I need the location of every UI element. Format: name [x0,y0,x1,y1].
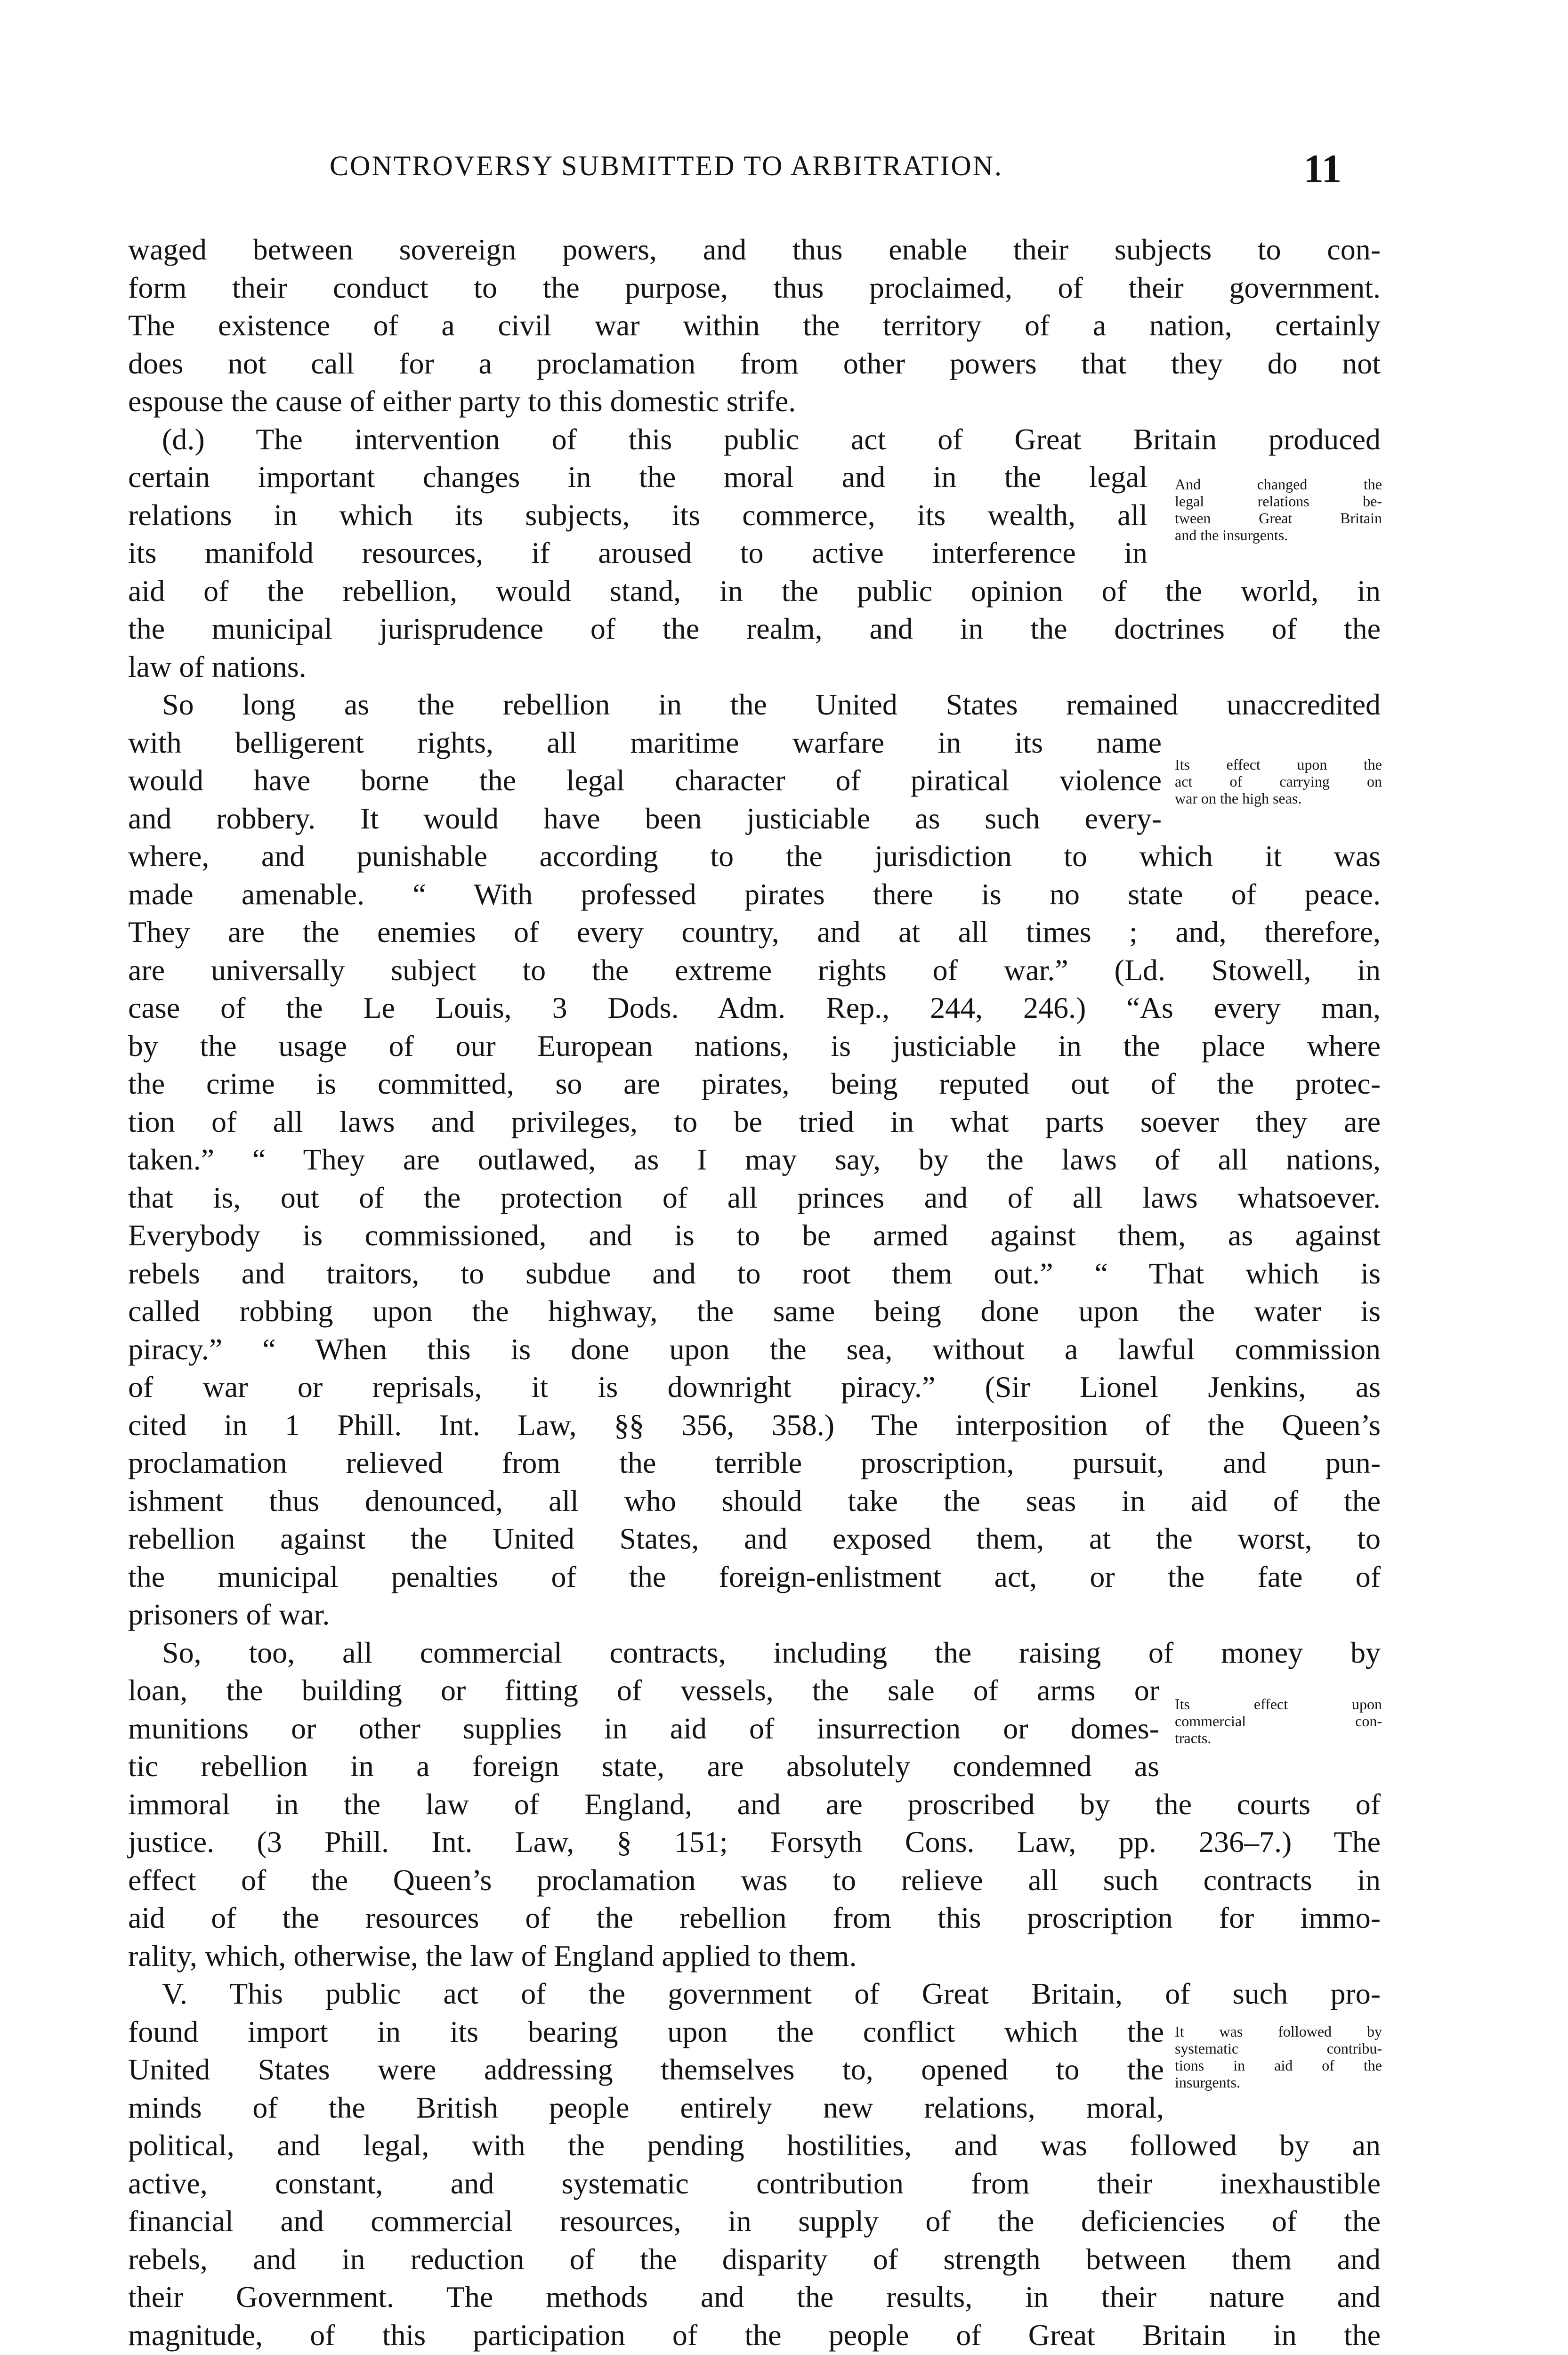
sidenote-line: tions in aid of the [1175,2057,1382,2074]
text-line: loan, the building or fitting of vessels, the sale of arms or [128,1673,1159,1707]
text-line: minds of the British people entirely new relations, moral, [128,2090,1164,2124]
text-line: rebels and traitors, to subdue and to root them out.” “ That which is [128,1256,1381,1290]
text-line: of war or reprisals, it is downright piracy.” (Sir Lionel Jenkins, as [128,1370,1381,1404]
sidenote-line: insurgents. [1175,2074,1240,2091]
sidenote-line: legal relations be- [1175,493,1382,510]
text-line: certain important changes in the moral and in the legal [128,460,1148,494]
text-line: (d.) The intervention of this public act of Great Britain produced [162,422,1381,456]
text-line: found import in its bearing upon the conflict which the [128,2014,1164,2048]
text-line: and robbery. It would have been justiciable as such every- [128,801,1162,835]
text-line: V. This public act of the government of Great Britain, of such pro- [162,1977,1381,2010]
text-line: are universally subject to the extreme rights of war.” (Ld. Stowell, in [128,953,1381,987]
text-line: magnitude, of this participation of the people of Great Britain in the [128,2318,1381,2352]
text-line: immoral in the law of England, and are proscribed by the courts of [128,1787,1381,1821]
text-line: relations in which its subjects, its commerce, its wealth, all [128,498,1148,532]
text-line: proclamation relieved from the terrible proscription, pursuit, and pun- [128,1446,1381,1479]
text-line: by the usage of our European nations, is justiciable in the place where [128,1029,1381,1063]
text-line: munitions or other supplies in aid of insurrection or domes- [128,1711,1159,1745]
text-line: justice. (3 Phill. Int. Law, § 151; Forsyth Cons. Law, pp. 236–7.) The [128,1825,1381,1859]
sidenote-line: systematic contribu- [1175,2040,1382,2057]
text-line: So long as the rebellion in the United States remained unaccredited [162,688,1381,721]
text-line: where, and punishable according to the jurisdiction to which it was [128,839,1381,873]
text-line: rality, which, otherwise, the law of England applied to them. [128,1939,857,1973]
text-line: rebels, and in reduction of the disparity of strength between them and [128,2242,1381,2276]
text-line: They are the enemies of every country, and at all times ; and, therefore, [128,915,1381,949]
sidenote-line: And changed the [1175,476,1382,493]
text-line: rebellion against the United States, and exposed them, at the worst, to [128,1522,1381,1555]
sidenote-commercial-contracts [1175,1696,1382,1746]
text-line: Everybody is commissioned, and is to be armed against them, as against [128,1218,1381,1252]
text-line: cited in 1 Phill. Int. Law, §§ 356, 358.) The interposition of the Queen’s [128,1408,1381,1442]
text-line: aid of the rebellion, would stand, in the public opinion of the world, in [128,574,1381,608]
text-line: The existence of a civil war within the territory of a nation, certainly [128,309,1381,342]
text-line: the crime is committed, so are pirates, being reputed out of the protec- [128,1067,1381,1100]
page-number: 11 [1303,146,1342,191]
text-line: United States were addressing themselves to, opened to the [128,2053,1164,2086]
text-line: active, constant, and systematic contribution from their inexhaustible [128,2166,1381,2200]
sidenote-line: Its effect upon [1175,1696,1382,1713]
sidenote-line: Its effect upon the [1175,756,1382,773]
text-line: political, and legal, with the pending hostilities, and was followed by an [128,2128,1381,2162]
text-line: called robbing upon the highway, the same being done upon the water is [128,1294,1381,1328]
text-line: case of the Le Louis, 3 Dods. Adm. Rep., 244, 246.) “As every man, [128,991,1381,1024]
text-line: made amenable. “ With professed pirates there is no state of peace. [128,877,1381,911]
text-line: would have borne the legal character of piratical violence [128,763,1162,797]
sidenote-line: It was followed by [1175,2023,1382,2040]
text-line: tion of all laws and privileges, to be tried in what parts soever they are [128,1104,1381,1138]
running-title: CONTROVERSY SUBMITTED TO ARBITRATION. [330,150,1003,181]
text-line: piracy.” “ When this is done upon the sea, without a lawful commission [128,1332,1381,1366]
sidenote-line: and the insurgents. [1175,527,1288,544]
sidenote-war-high-seas [1175,756,1382,807]
text-line: their Government. The methods and the results, in their nature and [128,2280,1381,2314]
sidenote-legal-relations [1175,476,1382,544]
sidenote-line: tracts. [1175,1730,1212,1746]
text-line: So, too, all commercial contracts, including the raising of money by [162,1635,1381,1669]
text-line: aid of the resources of the rebellion from this proscription for immo- [128,1901,1381,1934]
text-line: does not call for a proclamation from other powers that they do not [128,346,1381,380]
text-line: ishment thus denounced, all who should take the seas in aid of the [128,1484,1381,1518]
sidenote-line: commercial con- [1175,1713,1382,1730]
text-line: prisoners of war. [128,1598,330,1631]
text-line: form their conduct to the purpose, thus proclaimed, of their government. [128,270,1381,304]
text-line: waged between sovereign powers, and thus enable their subjects to con- [128,233,1381,266]
text-line: effect of the Queen’s proclamation was to relieve all such contracts in [128,1863,1381,1897]
text-line: that is, out of the protection of all princes and of all laws whatsoever. [128,1180,1381,1214]
text-line: law of nations. [128,650,307,683]
text-line: financial and commercial resources, in supply of the deficiencies of the [128,2204,1381,2238]
sidenote-line: war on the high seas. [1175,790,1302,807]
text-line: its manifold resources, if aroused to active interference in [128,536,1148,569]
text-line: taken.” “ They are outlawed, as I may say, by the laws of all nations, [128,1143,1381,1176]
running-head [0,146,1568,192]
text-line: with belligerent rights, all maritime warfare in its name [128,725,1162,759]
text-line: espouse the cause of either party to this domestic strife. [128,384,796,418]
text-line: tic rebellion in a foreign state, are absolutely condemned as [128,1749,1159,1783]
text-line: the municipal penalties of the foreign-enlistment act, or the fate of [128,1559,1381,1593]
text-line: the municipal jurisprudence of the realm, and in the doctrines of the [128,612,1381,645]
sidenote-line: tween Great Britain [1175,510,1382,527]
sidenote-systematic-contributions [1175,2023,1382,2091]
sidenote-line: act of carrying on [1175,773,1382,790]
